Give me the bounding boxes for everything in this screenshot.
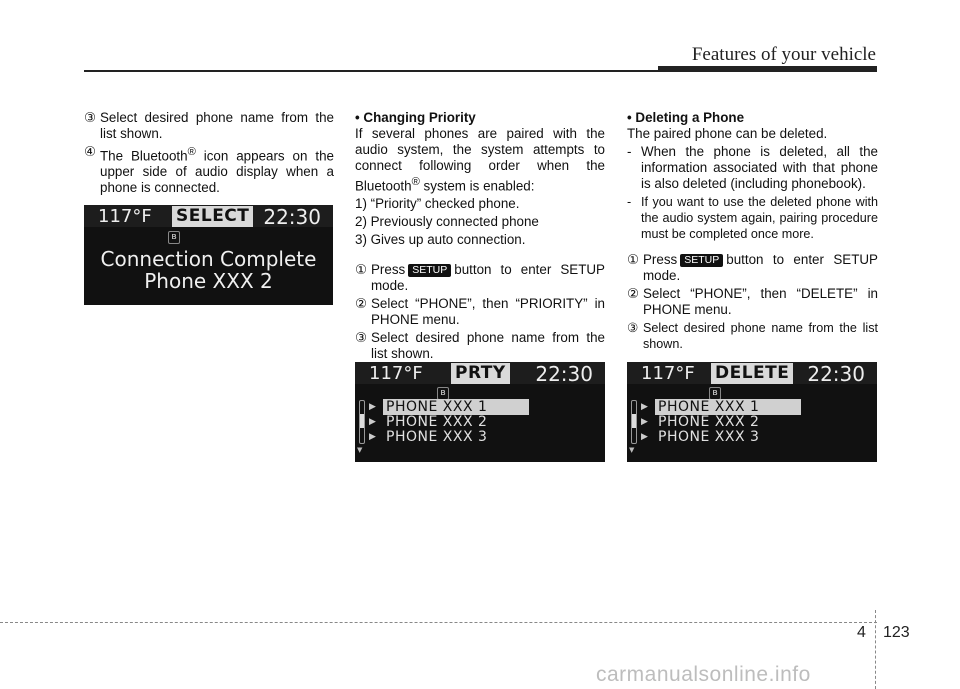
step-number: ③ (84, 110, 97, 125)
column-1 (84, 110, 334, 198)
step-2 (627, 286, 878, 318)
step-2 (355, 296, 605, 328)
watermark: carmanualsonline.info (596, 663, 811, 686)
column-3 (627, 110, 878, 354)
step-4 (84, 144, 334, 196)
phone-list-item (369, 415, 529, 430)
display-delete-list (627, 362, 877, 462)
setup-key: SETUP (408, 264, 451, 277)
display-message-line-2: Phone XXX 2 (144, 269, 273, 293)
list-item: 2) Previously connected phone (355, 214, 539, 230)
page-number: 123 (883, 624, 910, 641)
display-clock: 22:30 (263, 205, 321, 229)
step-text-cont: icon appears on the upper side of audio display when a phone is connected. (100, 148, 334, 196)
display-clock: 22:30 (535, 362, 593, 386)
paragraph-text-cont: system is enabled: (419, 178, 535, 194)
display-mode-label: SELECT (172, 206, 253, 227)
display-temperature: 117°F (369, 363, 423, 384)
phone-name: PHONE XXX 1 (655, 399, 801, 415)
list-item: 1) “Priority” checked phone. (355, 196, 520, 212)
phone-list-item (641, 400, 801, 415)
display-temperature: 117°F (641, 363, 695, 384)
phone-list (641, 400, 801, 445)
note-text: When the phone is deleted, all the information associated with that phone is also deleted (including phonebook). (641, 144, 878, 191)
step-1 (627, 252, 878, 284)
phone-list-item (369, 400, 529, 415)
bluetooth-icon: ʙ (437, 387, 449, 400)
footer-rule (0, 622, 877, 623)
dash-mark: - (627, 144, 632, 159)
page-header-title: Features of your vehicle (691, 44, 876, 65)
step-number: ③ (627, 321, 639, 335)
arrow-right-icon: ▶ (641, 417, 649, 427)
display-temperature: 117°F (98, 206, 152, 227)
dash-mark: - (627, 195, 632, 209)
step-3 (84, 110, 334, 142)
bluetooth-icon: ʙ (709, 387, 721, 400)
step-text: Select desired phone name from the list shown. (371, 330, 605, 362)
list-item: 3) Gives up auto connection. (355, 232, 526, 248)
display-mode-label: DELETE (711, 363, 793, 384)
step-number: ② (355, 296, 368, 312)
scroll-down-icon: ▼ (629, 446, 635, 454)
header-rule-accent (658, 66, 877, 72)
step-number: ③ (355, 330, 368, 346)
paragraph (355, 126, 605, 194)
registered-mark: ® (411, 176, 420, 188)
step-text-cont: button to enter SETUP mode. (371, 262, 605, 294)
scroll-down-icon: ▼ (357, 446, 363, 454)
step-number: ④ (84, 144, 97, 159)
step-number: ① (355, 262, 368, 278)
phone-list-item (641, 430, 801, 445)
step-1 (355, 262, 605, 294)
step-text: Select desired phone name from the list shown. (643, 321, 878, 351)
registered-mark: ® (187, 146, 196, 158)
phone-list-item (369, 430, 529, 445)
step-number: ② (627, 286, 640, 301)
phone-name: PHONE XXX 2 (658, 414, 760, 430)
arrow-right-icon: ▶ (641, 432, 649, 442)
arrow-right-icon: ▶ (369, 417, 377, 427)
column-2 (355, 110, 605, 364)
phone-list (369, 400, 529, 445)
setup-key: SETUP (680, 254, 723, 267)
step-text: Press (371, 262, 406, 278)
note-1 (627, 144, 878, 192)
paragraph-text: If several phones are paired with the audio system, the system attempts to connect following order when the Bluetooth (355, 126, 605, 194)
arrow-right-icon: ▶ (641, 402, 649, 412)
step-text: Select desired phone name from the list shown. (100, 110, 334, 141)
display-clock: 22:30 (807, 362, 865, 386)
display-priority-list (355, 362, 605, 462)
scrollbar-thumb (360, 414, 364, 428)
phone-name: PHONE XXX 3 (386, 429, 488, 445)
section-heading-deleting-phone: • Deleting a Phone (627, 110, 745, 125)
note-text: If you want to use the deleted phone with the audio system again, pairing procedure must be completed once more. (641, 195, 878, 241)
step-text: Select “PHONE”, then “DELETE” in PHONE menu. (643, 286, 878, 317)
arrow-right-icon: ▶ (369, 432, 377, 442)
bluetooth-icon: ʙ (168, 231, 180, 244)
display-message-line-1: Connection Complete (100, 247, 317, 271)
step-text: Press (643, 252, 678, 267)
step-text: Select “PHONE”, then “PRIORITY” in PHONE menu. (371, 296, 605, 328)
scrollbar-thumb (632, 414, 636, 428)
step-3 (627, 320, 878, 352)
phone-name: PHONE XXX 3 (658, 429, 760, 445)
footer-divider (875, 610, 876, 689)
arrow-right-icon: ▶ (369, 402, 377, 412)
step-number: ① (627, 252, 640, 267)
phone-name: PHONE XXX 2 (386, 414, 488, 430)
section-heading-changing-priority: • Changing Priority (355, 110, 476, 125)
phone-name: PHONE XXX 1 (383, 399, 529, 415)
step-text: The Bluetooth (100, 148, 188, 164)
display-mode-label: PRTY (451, 363, 510, 384)
step-text-cont: button to enter SETUP mode. (643, 252, 878, 283)
step-3 (355, 330, 605, 362)
paragraph: The paired phone can be deleted. (627, 126, 828, 141)
priority-order-list (355, 196, 605, 248)
chapter-number: 4 (857, 624, 866, 641)
phone-list-item (641, 415, 801, 430)
note-2 (627, 194, 878, 242)
display-connection-complete (84, 205, 333, 305)
